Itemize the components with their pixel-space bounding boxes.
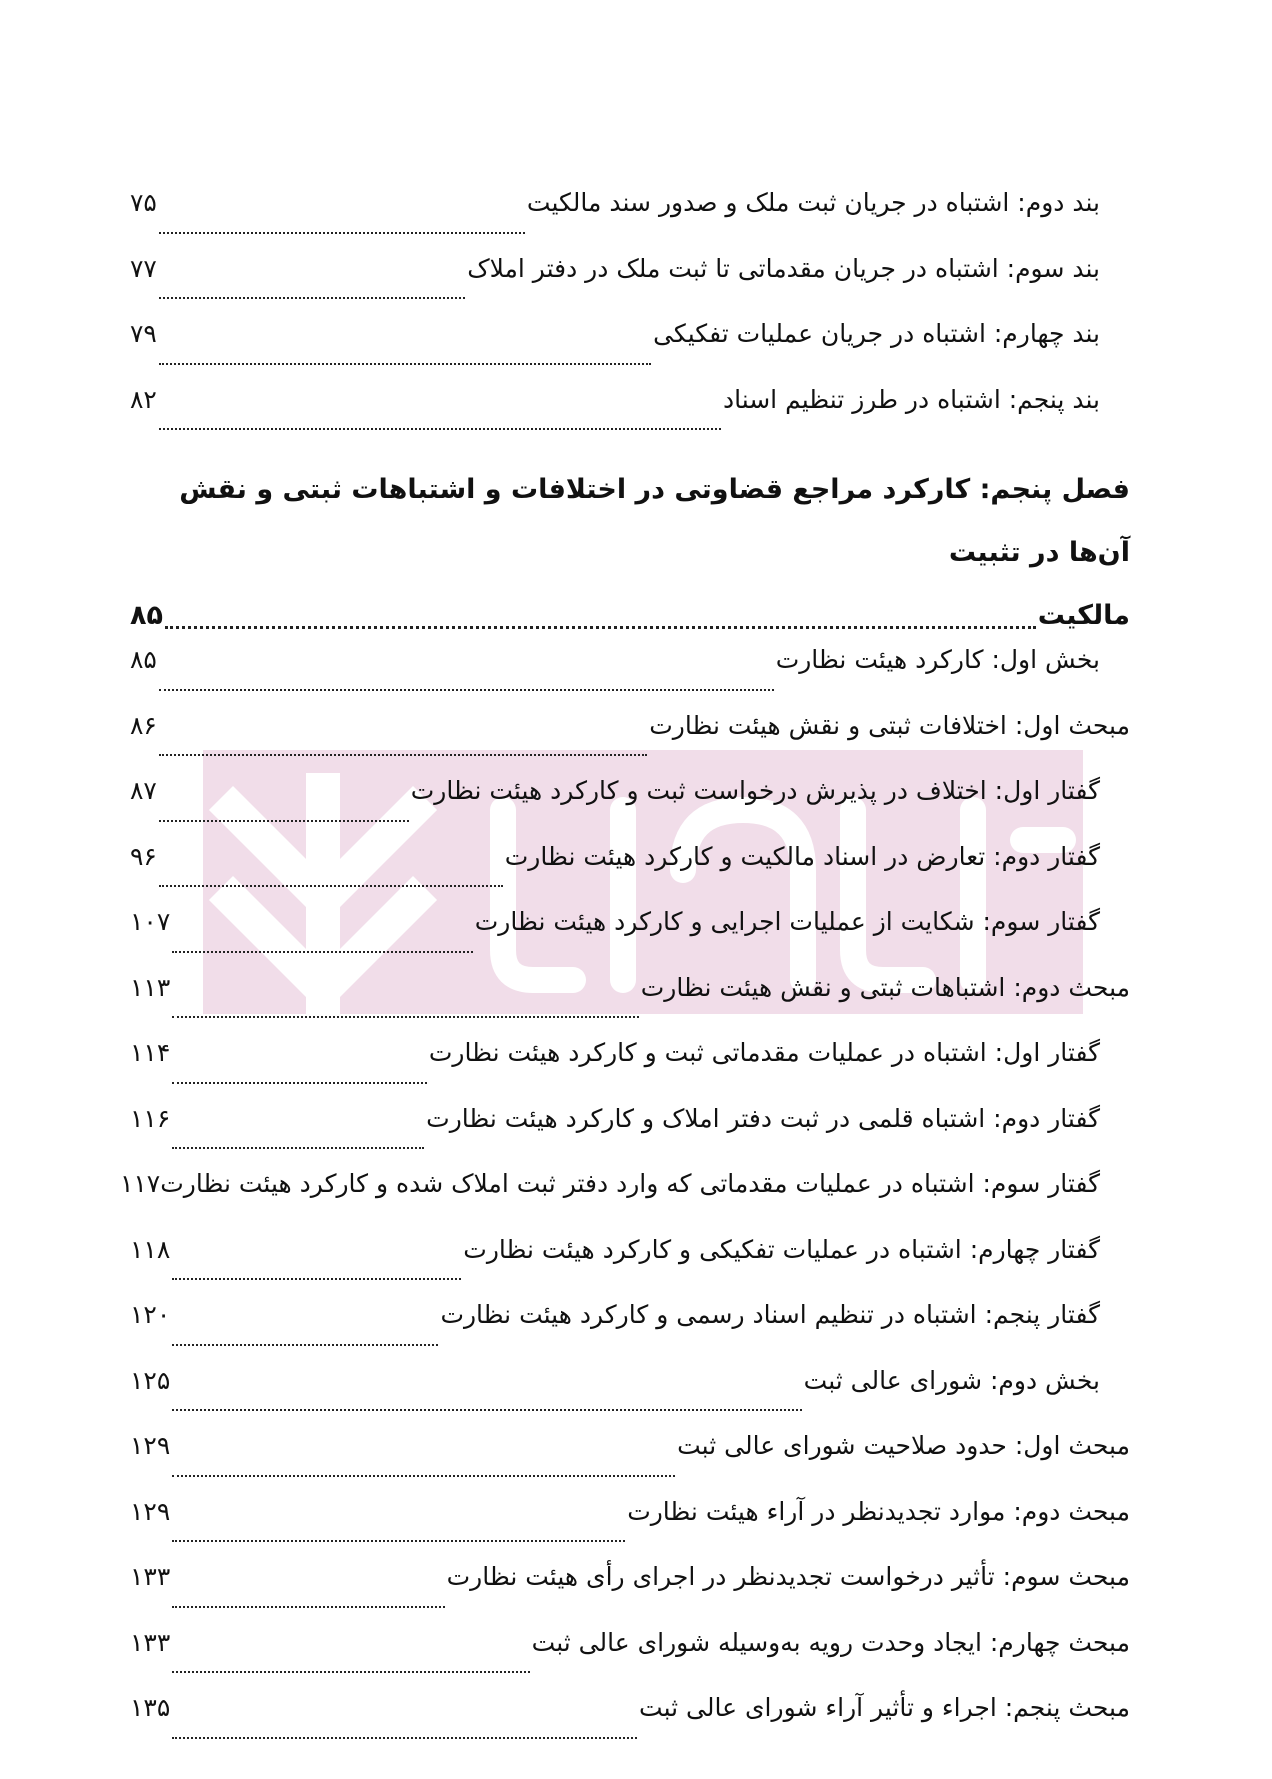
toc-entry-title: مبحث پنجم: اجراء و تأثیر آراء شورای عالی ثبت xyxy=(639,1693,1130,1722)
dot-leader xyxy=(172,947,472,953)
dot-leader xyxy=(165,622,1036,629)
toc-entry xyxy=(130,190,1130,256)
dot-leader xyxy=(159,293,465,299)
chapter-title-line2: مالکیت xyxy=(1037,600,1130,631)
toc-entry xyxy=(119,1169,1130,1237)
toc-entry-page: ۹۶ xyxy=(130,841,157,871)
toc-entry-page: ۱۱۸ xyxy=(130,1234,171,1264)
dot-leader xyxy=(172,1602,444,1608)
toc-entry-page: ۱۳۵ xyxy=(130,1693,171,1722)
toc-entry-title: گفتار دوم: تعارض در اسناد مالکیت و کارکرد هیئت نظارت xyxy=(504,841,1100,871)
toc-entry-title: گفتار دوم: اشتباه قلمی در ثبت دفتر املاک و کارکرد هیئت نظارت xyxy=(426,1103,1100,1133)
dot-leader xyxy=(172,1078,427,1084)
toc-entry-title: بند پنجم: اشتباه در طرز تنظیم اسناد xyxy=(722,384,1100,414)
toc-entry xyxy=(130,253,1130,322)
toc-entry xyxy=(130,710,1130,779)
toc-entry xyxy=(130,841,1130,910)
toc-entry-page: ۸۵ xyxy=(130,645,157,674)
toc-entry-title: مبحث دوم: موارد تجدیدنظر در آراء هیئت نظارت xyxy=(627,1496,1130,1526)
toc-entry xyxy=(130,1496,1130,1565)
toc-entry-title: مبحث اول: اختلافات ثبتی و نقش هیئت نظارت xyxy=(649,710,1130,740)
toc-entry-title: مبحث چهارم: ایجاد وحدت رویه به‌وسیله شورای عالی ثبت xyxy=(531,1627,1130,1657)
dot-leader xyxy=(159,228,525,234)
dot-leader xyxy=(172,1471,675,1477)
toc-entry xyxy=(130,321,1130,387)
toc-entry-title: بخش دوم: شورای عالی ثبت xyxy=(803,1365,1100,1395)
dot-leader xyxy=(172,1405,801,1411)
toc-entry-page: ۷۵ xyxy=(130,188,157,217)
dot-leader xyxy=(172,1012,638,1018)
dot-leader xyxy=(159,424,721,430)
chapter-title-line2-row xyxy=(130,584,1130,647)
toc-entry-title: بخش اول: کارکرد هیئت نظارت xyxy=(775,645,1100,674)
toc-entry-title: گفتار اول: اختلاف در پذیرش درخواست ثبت و کارکرد هیئت نظارت xyxy=(410,776,1100,805)
toc-entry-page: ۱۰۷ xyxy=(130,907,171,936)
toc-entry-title: گفتار اول: اشتباه در عملیات مقدماتی ثبت و کارکرد هیئت نظارت xyxy=(428,1038,1100,1067)
toc-entry-page: ۸۲ xyxy=(130,384,157,414)
toc-entry xyxy=(130,647,1130,713)
chapter-heading xyxy=(130,458,1130,647)
toc-entry xyxy=(130,1302,1130,1368)
dot-leader xyxy=(172,1733,637,1739)
dot-leader xyxy=(172,1340,438,1346)
toc-entry-page: ۱۳۳ xyxy=(130,1627,171,1657)
chapter-page: ۸۵ xyxy=(130,600,163,631)
dot-leader xyxy=(172,1274,461,1280)
table-of-contents xyxy=(119,188,1130,1761)
dot-leader xyxy=(159,685,774,691)
toc-entry-title: بند چهارم: اشتباه در جریان عملیات تفکیکی xyxy=(653,319,1100,348)
toc-entry-title: گفتار سوم: شکایت از عملیات اجرایی و کارکرد هیئت نظارت xyxy=(474,907,1100,936)
dot-leader xyxy=(159,750,647,756)
toc-entry xyxy=(130,778,1130,844)
toc-entry xyxy=(130,909,1130,975)
toc-entry-page: ۱۱۳ xyxy=(130,972,171,1002)
toc-entry-page: ۷۷ xyxy=(130,253,157,283)
dot-leader xyxy=(159,881,503,887)
toc-entry xyxy=(130,1433,1130,1499)
toc-entry-title: بند سوم: اشتباه در جریان مقدماتی تا ثبت ملک در دفتر املاک xyxy=(467,253,1100,283)
toc-entry-page: ۱۱۶ xyxy=(130,1103,171,1133)
toc-entry-title: گفتار چهارم: اشتباه در عملیات تفکیکی و کارکرد هیئت نظارت xyxy=(463,1234,1100,1264)
toc-entry-page: ۱۱۴ xyxy=(130,1038,171,1067)
toc-entry-title: مبحث اول: حدود صلاحیت شورای عالی ثبت xyxy=(677,1431,1130,1460)
toc-entry-page: ۱۲۹ xyxy=(130,1431,171,1460)
toc-entry-page: ۱۲۵ xyxy=(130,1365,171,1395)
toc-entry-page: ۸۶ xyxy=(130,710,157,740)
toc-entry xyxy=(130,1040,1130,1106)
toc-entry-title: مبحث سوم: تأثیر درخواست تجدیدنظر در اجرای رأی هیئت نظارت xyxy=(446,1562,1130,1591)
toc-entry-page: ۱۲۹ xyxy=(130,1496,171,1526)
toc-entry xyxy=(130,1234,1130,1303)
toc-entry-page: ۷۹ xyxy=(130,319,157,348)
dot-leader xyxy=(172,1143,424,1149)
toc-entry-title: مبحث دوم: اشتباهات ثبتی و نقش هیئت نظارت xyxy=(640,972,1130,1002)
dot-leader xyxy=(159,816,409,822)
dot-leader xyxy=(172,1667,529,1673)
toc-entry-title: بند دوم: اشتباه در جریان ثبت ملک و صدور سند مالکیت xyxy=(526,188,1100,217)
toc-entry xyxy=(130,1564,1130,1630)
toc-entry xyxy=(130,1365,1130,1434)
toc-entry-title: گفتار پنجم: اشتباه در تنظیم اسناد رسمی و کارکرد هیئت نظارت xyxy=(440,1300,1100,1329)
toc-entry xyxy=(130,384,1130,453)
toc-entry-page: ۸۷ xyxy=(130,776,157,805)
toc-entry xyxy=(130,1103,1130,1172)
toc-entry xyxy=(130,972,1130,1041)
toc-entry-page: ۱۱۷ xyxy=(119,1169,161,1198)
dot-leader xyxy=(172,1536,625,1542)
chapter-title-line1: فصل پنجم: کارکرد مراجع قضاوتی در اختلافات و اشتباهات ثبتی و نقش آن‌ها در تثبیت xyxy=(179,474,1130,568)
toc-entry xyxy=(130,1695,1130,1761)
dot-leader xyxy=(159,359,651,365)
toc-entry xyxy=(130,1627,1130,1696)
toc-entry-page: ۱۳۳ xyxy=(130,1562,171,1591)
toc-entry-page: ۱۲۰ xyxy=(130,1300,171,1329)
toc-entry-title: گفتار سوم: اشتباه در عملیات مقدماتی که وارد دفتر ثبت املاک شده و کارکرد هیئت نظارت xyxy=(160,1169,1100,1198)
